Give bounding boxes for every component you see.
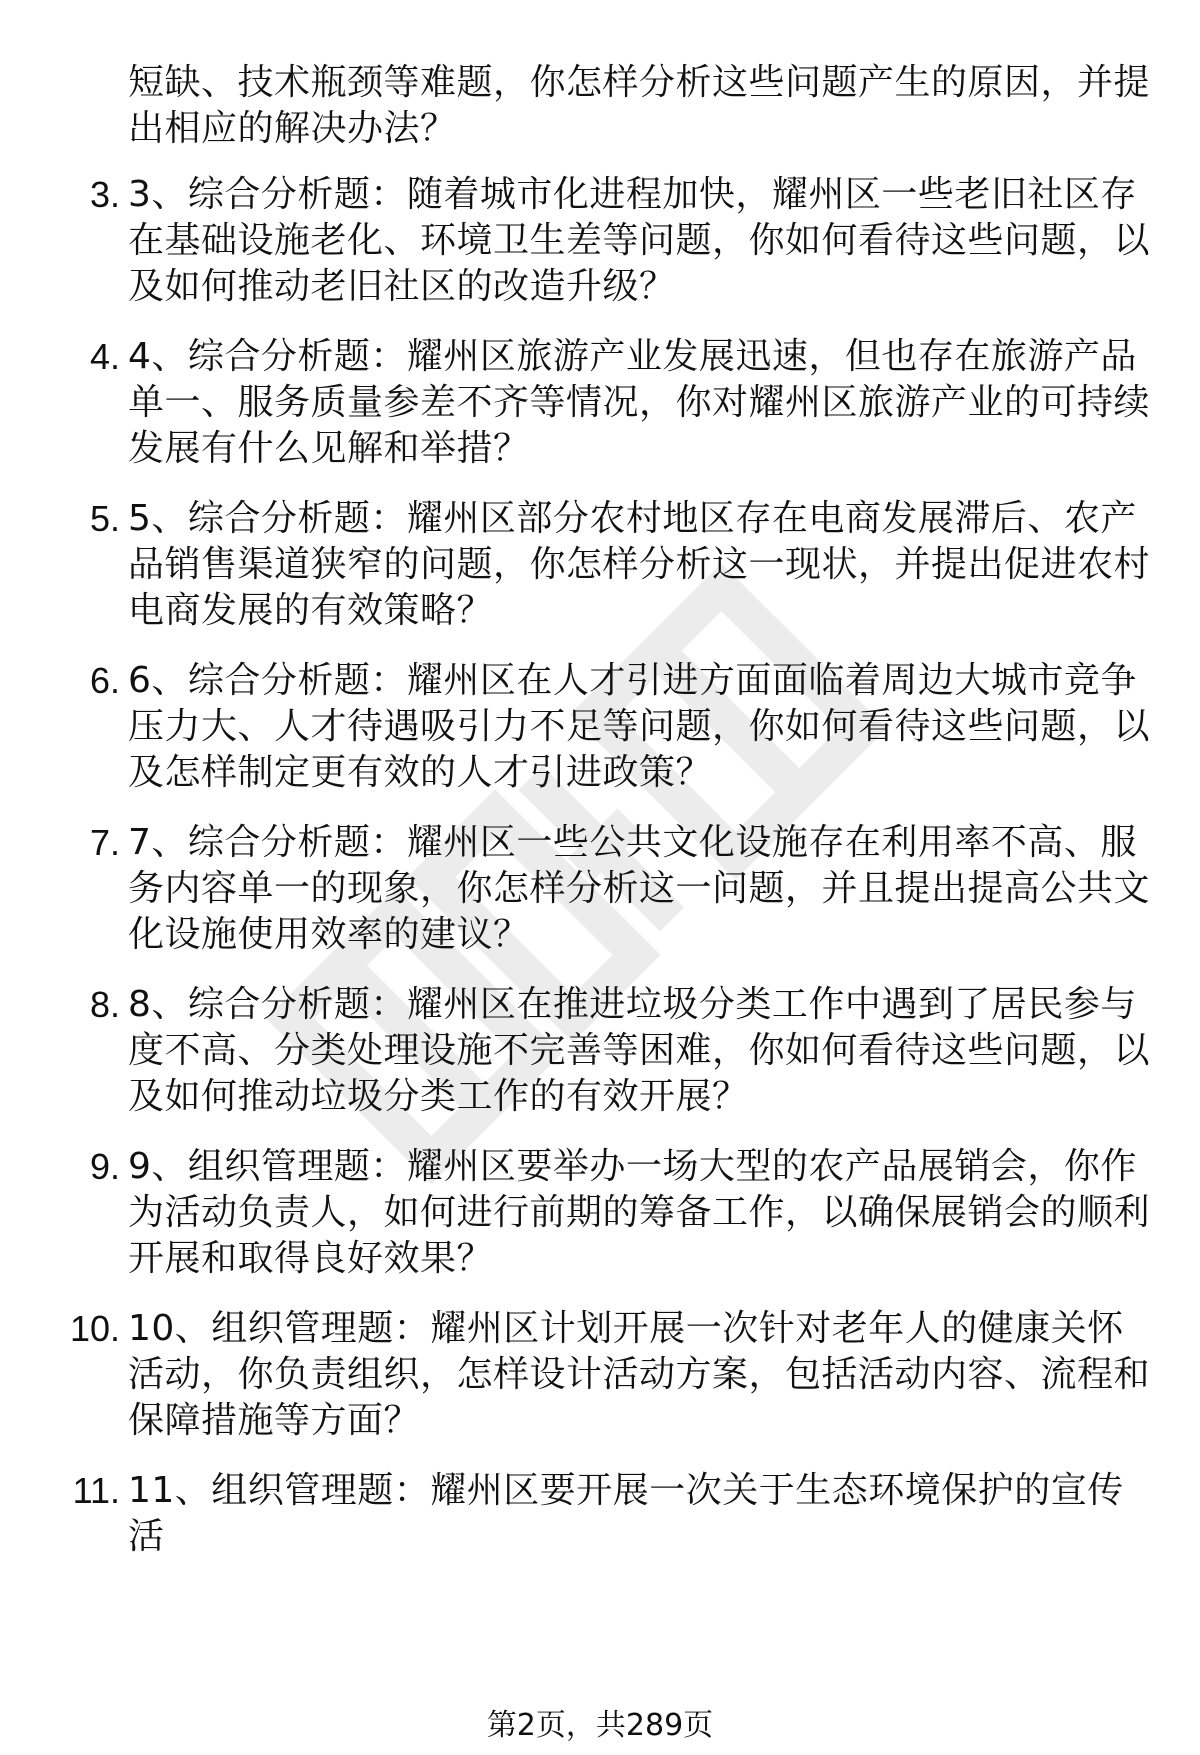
item-number: 6.	[89, 660, 120, 701]
item-text: 9、组织管理题：耀州区要举办一场大型的农产品展销会，你作为活动负责人，如何进行前期的筹备工作，以确保展销会的顺利开展和取得良好效果？	[128, 1146, 1151, 1279]
item-text: 4、综合分析题：耀州区旅游产业发展迅速，但也存在旅游产品单一、服务质量参差不齐等情况，你对耀州区旅游产业的可持续发展有什么见解和举措？	[128, 336, 1151, 469]
item-number: 11.	[72, 1470, 120, 1511]
item-text: 5、综合分析题：耀州区部分农村地区存在电商发展滞后、农产品销售渠道狭窄的问题，你怎样分析这一现状，并提出促进农村电商发展的有效策略？	[128, 498, 1151, 631]
item-text: 10、组织管理题：耀州区计划开展一次针对老年人的健康关怀活动，你负责组织，怎样设计活动方案，包括活动内容、流程和保障措施等方面？	[128, 1308, 1151, 1441]
item-text: 6、综合分析题：耀州区在人才引进方面面临着周边大城市竞争压力大、人才待遇吸引力不足等问题，你如何看待这些问题，以及怎样制定更有效的人才引进政策？	[128, 660, 1151, 793]
item-number: 4.	[89, 336, 120, 377]
page-number-footer: 第2页，共289页	[486, 1708, 714, 1743]
item-text: 8、综合分析题：耀州区在推进垃圾分类工作中遇到了居民参与度不高、分类处理设施不完善等困难，你如何看待这些问题，以及如何推动垃圾分类工作的有效开展？	[128, 984, 1151, 1117]
item-number: 7.	[89, 822, 120, 863]
item-text: 11、组织管理题：耀州区要开展一次关于生态环境保护的宣传活	[128, 1470, 1124, 1557]
item-number: 9.	[89, 1146, 120, 1187]
item-number: 8.	[89, 984, 120, 1025]
item-number: 5.	[89, 498, 120, 539]
item-number: 3.	[89, 174, 120, 215]
item-number: 10.	[69, 1308, 120, 1349]
item-text: 3、综合分析题：随着城市化进程加快，耀州区一些老旧社区存在基础设施老化、环境卫生差等问题，你如何看待这些问题，以及如何推动老旧社区的改造升级？	[128, 174, 1151, 307]
continued-question-text: 短缺、技术瓶颈等难题，你怎样分析这些问题产生的原因，并提出相应的解决办法？	[128, 62, 1151, 149]
item-text: 7、综合分析题：耀州区一些公共文化设施存在利用率不高、服务内容单一的现象，你怎样分析这一问题，并且提出提高公共文化设施使用效率的建议？	[128, 822, 1151, 955]
